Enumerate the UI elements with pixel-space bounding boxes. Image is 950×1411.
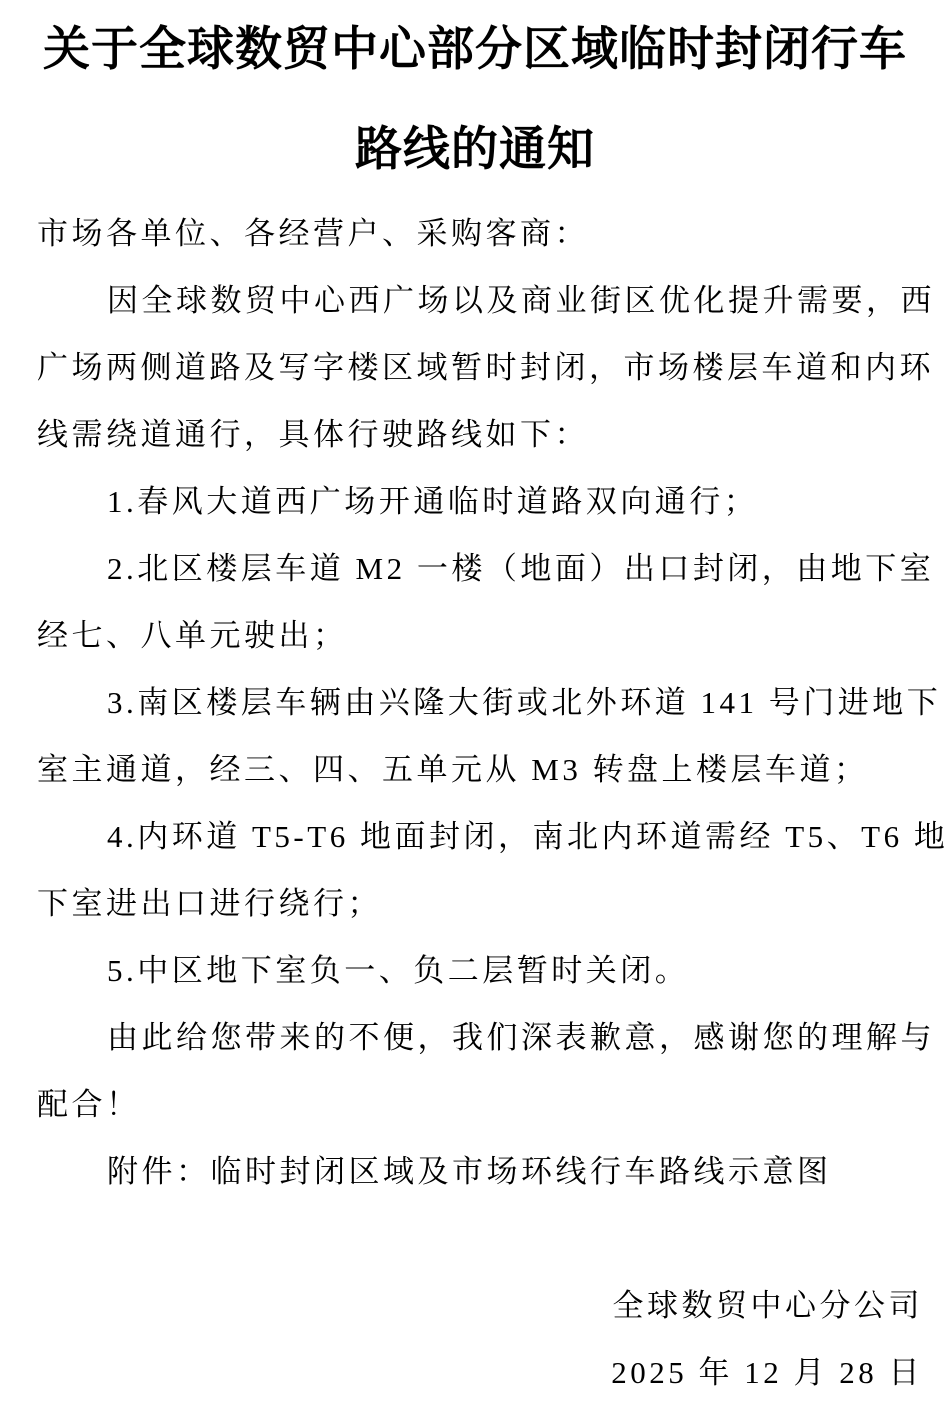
title-line-1: 关于全球数贸中心部分区域临时封闭行车 <box>43 24 907 76</box>
document-title <box>0 0 950 200</box>
route-item-3-line-1: 3.南区楼层车辆由兴隆大街或北外环道 141 号门进地下 <box>107 685 942 720</box>
route-item-2-line-2: 经七、八单元驶出； <box>37 618 348 653</box>
apology-line-1: 由此给您带来的不便，我们深表歉意，感谢您的理解与 <box>107 1020 935 1055</box>
document-body <box>0 200 950 1406</box>
blank-line <box>0 1205 950 1272</box>
intro-paragraph-line-1: 因全球数贸中心西广场以及商业街区优化提升需要，西 <box>107 283 935 318</box>
salutation: 市场各单位、各经营户、采购客商： <box>37 216 589 251</box>
route-item-4-line-2: 下室进出口进行绕行； <box>37 886 382 921</box>
title-line-2: 路线的通知 <box>355 124 595 176</box>
intro-paragraph-line-3: 线需绕道通行，具体行驶路线如下： <box>37 417 589 452</box>
intro-paragraph-line-2: 广场两侧道路及写字楼区域暂时封闭，市场楼层车道和内环 <box>37 350 934 385</box>
attachment-line: 附件：临时封闭区域及市场环线行车路线示意图 <box>107 1154 832 1189</box>
route-item-4-line-1: 4.内环道 T5-T6 地面封闭，南北内环道需经 T5、T6 地 <box>107 819 949 854</box>
apology-line-2: 配合！ <box>37 1087 141 1122</box>
signature-date: 2025 年 12 月 28 日 <box>611 1355 923 1390</box>
route-item-3-line-2: 室主通道，经三、四、五单元从 M3 转盘上楼层车道； <box>37 752 869 787</box>
route-item-1: 1.春风大道西广场开通临时道路双向通行； <box>107 484 759 519</box>
signature-organization: 全球数贸中心分公司 <box>612 1288 923 1323</box>
route-item-2-line-1: 2.北区楼层车道 M2 一楼（地面）出口封闭，由地下室 <box>107 551 935 586</box>
route-item-5: 5.中区地下室负一、负二层暂时关闭。 <box>107 953 690 988</box>
